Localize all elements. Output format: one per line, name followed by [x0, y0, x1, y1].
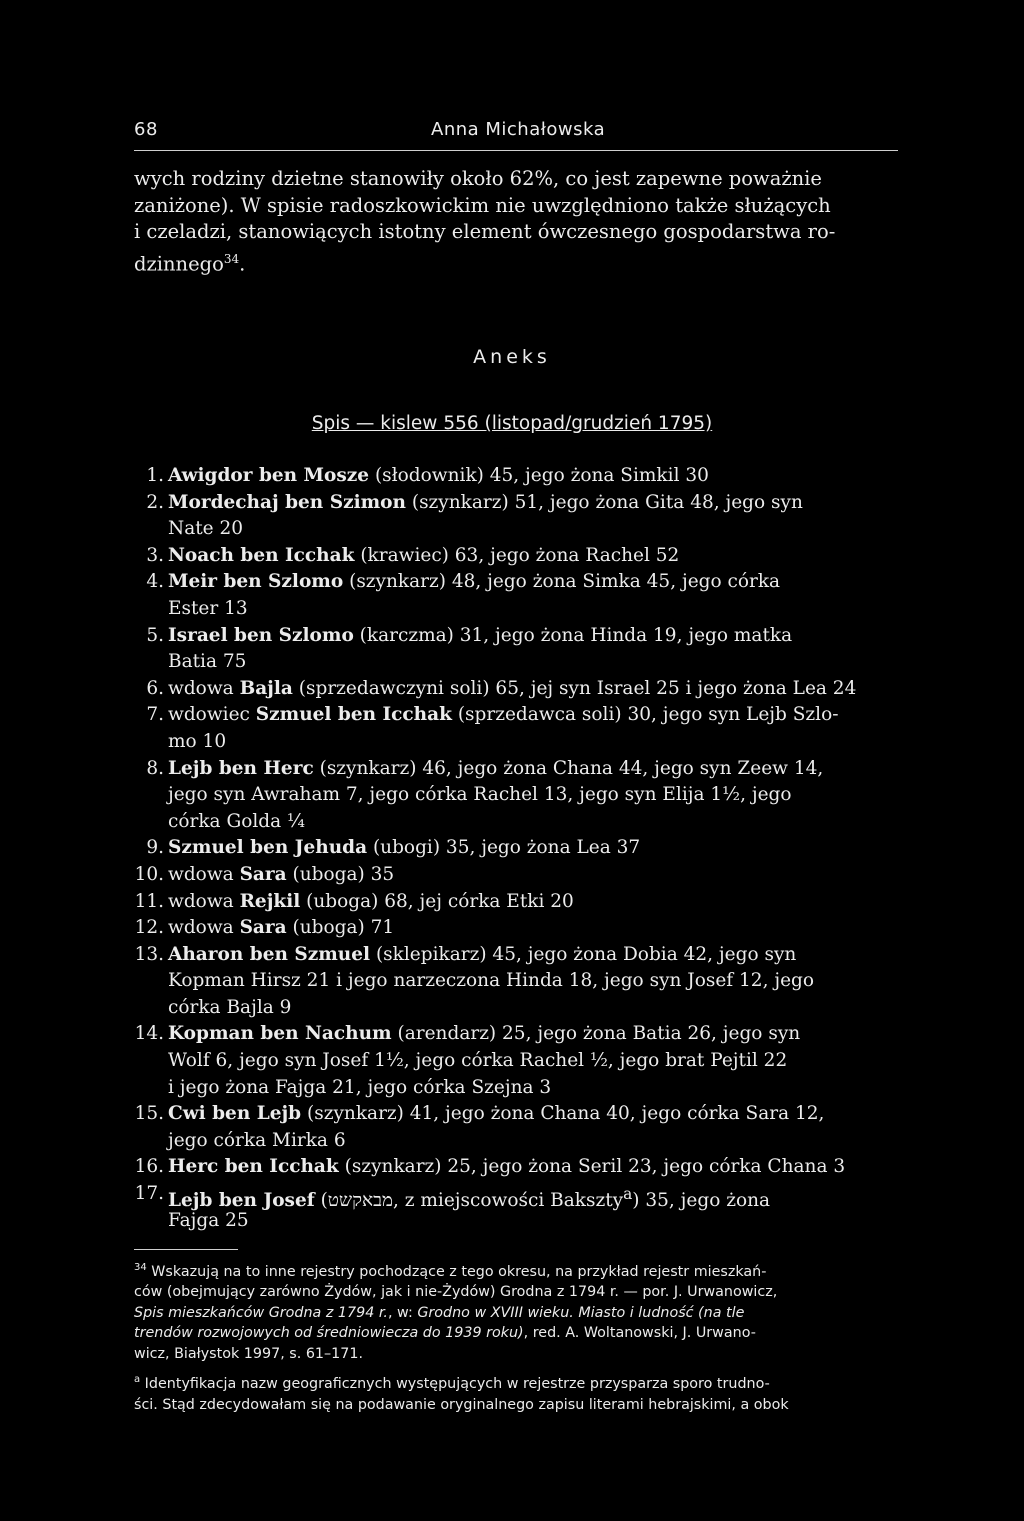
entry-line: [168, 569, 898, 596]
person-name: Lejb ben Herc: [168, 757, 314, 779]
footnote-text: , red. A. Woltanowski, J. Urwano-: [523, 1325, 756, 1342]
entry-text: [168, 889, 898, 916]
entry-details: Kopman Hirsz 21 i jego narzeczona Hinda 18, jego syn Josef 12, jego: [168, 970, 815, 992]
entry-details: córka Bajla 9: [168, 996, 292, 1018]
footnote-ref-34: 34: [223, 251, 240, 266]
entry-text: [168, 835, 898, 862]
person-name: Awigdor ben Mosze: [168, 465, 370, 486]
intro-line: i czeladzi, stanowiących istotny element ówczesnego gospodarstwa ro-: [134, 220, 836, 243]
entry-number: 16.: [134, 1156, 164, 1178]
entry-line: [168, 516, 898, 543]
running-header: [134, 119, 898, 143]
entry-details: (szynkarz) 46, jego żona Chana 44, jego syn Zeew 14,: [313, 757, 824, 779]
census-entry: [134, 942, 898, 1022]
entry-line: [168, 1208, 898, 1235]
entry-text: [168, 915, 898, 942]
annex-heading: Aneks: [473, 346, 551, 368]
footnote-rule: [134, 1249, 238, 1250]
person-name: Noach ben Icchak: [168, 544, 355, 566]
entry-details: (arendarz) 25, jego żona Batia 26, jego syn: [391, 1023, 801, 1045]
entry-line: [168, 1048, 898, 1075]
entry-details: (szynkarz) 41, jego żona Chana 40, jego córka Sara 12,: [301, 1103, 825, 1125]
entry-details: (szynkarz) 25, jego żona Seril 23, jego córka Chana 3: [338, 1156, 846, 1178]
entry-line: [168, 835, 898, 862]
census-entry: [134, 889, 898, 916]
person-name: Rejkil: [239, 890, 301, 912]
census-entry: [134, 862, 898, 889]
entry-prefix: wdowa: [168, 917, 240, 939]
entry-prefix: wdowiec: [168, 704, 256, 726]
intro-line: wych rodziny dzietne stanowiły około 62%, co jest zapewne poważnie: [134, 167, 822, 190]
footnote-marker: 34: [134, 1262, 147, 1273]
header-rule: [134, 150, 898, 151]
entry-number: 7.: [146, 704, 164, 726]
citation-book-title: Grodno w XVIII wieku. Miasto i ludność (na tle: [417, 1304, 745, 1321]
census-entry: [134, 756, 898, 836]
citation-title: Spis mieszkańców Grodna z 1794 r.: [134, 1304, 388, 1321]
entry-number: 13.: [134, 943, 164, 965]
entry-text: [168, 543, 898, 570]
census-entry: [134, 1021, 898, 1101]
entry-details: ) 35, jego żona: [632, 1190, 771, 1212]
page-number: 68: [134, 119, 158, 140]
entry-prefix: wdowa: [168, 677, 240, 699]
entry-number: 3.: [146, 544, 164, 566]
intro-line: zaniżone). W spisie radoszkowickim nie uwzględniono także służących: [134, 193, 831, 217]
footnote-line: [134, 1323, 898, 1344]
intro-period: .: [239, 252, 246, 275]
entry-line: [168, 596, 898, 623]
entry-details: jego syn Awraham 7, jego córka Rachel 13, jego syn Elija 1½, jego: [168, 784, 792, 806]
entry-prefix: wdowa: [168, 863, 240, 885]
entry-line: [168, 915, 898, 942]
entry-text: [168, 1021, 898, 1101]
entry-number: 1.: [146, 465, 164, 486]
entry-line: [168, 649, 898, 676]
entry-details: (uboga) 35: [286, 863, 395, 885]
person-name: Cwi ben Lejb: [168, 1103, 302, 1125]
footnote-line: [134, 1258, 898, 1282]
entry-line: [168, 729, 898, 756]
census-entry: [134, 1154, 898, 1181]
census-entry: [134, 463, 898, 490]
person-name: Mordechaj ben Szimon: [168, 491, 406, 513]
footnote-line: [134, 1370, 898, 1394]
footnote-34: [134, 1258, 898, 1364]
entry-details: (szynkarz) 48, jego żona Simka 45, jego córka: [343, 571, 781, 593]
entry-details: (karczma) 31, jego żona Hinda 19, jego matka: [353, 624, 793, 646]
census-entry: [134, 623, 898, 676]
entry-line: [168, 1181, 898, 1212]
entry-details: (מבאקשט, z miejscowości Bakszty: [314, 1190, 624, 1212]
census-entry: [134, 835, 898, 862]
person-name: Kopman ben Nachum: [168, 1023, 392, 1045]
entry-details: (słodownik) 45, jego żona Simkil 30: [369, 465, 709, 486]
census-list: [134, 463, 898, 1234]
entry-number: 8.: [146, 757, 164, 779]
entry-text: [168, 756, 898, 836]
entry-details: (szynkarz) 51, jego żona Gita 48, jego syn: [405, 491, 803, 513]
entry-number: 5.: [146, 624, 164, 646]
entry-prefix: wdowa: [168, 890, 240, 912]
entry-details: (sprzedawczyni soli) 65, jej syn Israel 25 i jego żona Lea 24: [292, 677, 857, 699]
entry-text: [168, 463, 898, 490]
entry-number: 4.: [146, 571, 164, 593]
entry-line: [168, 995, 898, 1022]
entry-details: (sprzedawca soli) 30, jego syn Lejb Szlo-: [451, 704, 839, 726]
person-name: Israel ben Szlomo: [168, 624, 354, 646]
person-name: Meir ben Szlomo: [168, 571, 344, 593]
person-name: Szmuel ben Icchak: [255, 704, 452, 726]
entry-text: [168, 1154, 898, 1181]
entry-text: [168, 702, 898, 755]
entry-number: 2.: [146, 491, 164, 513]
intro-line: [134, 246, 898, 278]
entry-line: [168, 782, 898, 809]
entry-text: [168, 942, 898, 1022]
entry-details: jego córka Mirka 6: [168, 1129, 346, 1151]
census-entry: [134, 1181, 898, 1234]
entry-details: (uboga) 68, jej córka Etki 20: [300, 890, 574, 912]
person-name: Bajla: [239, 677, 293, 699]
person-name: Sara: [239, 917, 287, 939]
entry-line: [168, 490, 898, 517]
footnote-line: [134, 1303, 898, 1324]
footnote-line: ców (obejmujący zarówno Żydów, jak i nie-Żydów) Grodna z 1794 r. — por. J. Urwanowicz,: [134, 1284, 778, 1301]
running-head-author: Anna Michałowska: [431, 119, 606, 140]
footnote-text: Wskazują na to inne rejestry pochodzące z tego okresu, na przykład rejestr mieszkań-: [146, 1263, 767, 1280]
entry-number: 17.: [134, 1183, 164, 1205]
census-subtitle: Spis — kislew 556 (listopad/grudzień 1795): [311, 413, 713, 434]
entry-line: [168, 942, 898, 969]
footnote-a: [134, 1370, 898, 1415]
entry-details: Nate 20: [168, 518, 244, 540]
entry-number: 15.: [134, 1103, 164, 1125]
entry-number: 6.: [146, 677, 164, 699]
entry-details: Fajga 25: [168, 1209, 249, 1231]
entry-details: Ester 13: [168, 597, 248, 619]
entry-number: 10.: [134, 863, 164, 885]
intro-last-text: dzinnego: [134, 252, 224, 275]
entry-line: [168, 1101, 898, 1128]
census-entry: [134, 1101, 898, 1154]
entry-text: [168, 569, 898, 622]
entry-line: [168, 543, 898, 570]
entry-line: [168, 1021, 898, 1048]
entry-details: mo 10: [168, 730, 227, 752]
entry-details: Batia 75: [168, 651, 247, 673]
entry-details: (krawiec) 63, jego żona Rachel 52: [354, 544, 680, 566]
entry-line: [168, 862, 898, 889]
citation-book-title: trendów rozwojowych od średniowiecza do 1939 roku): [134, 1325, 524, 1342]
entry-line: [168, 463, 898, 490]
entry-line: [168, 1154, 898, 1181]
entry-details: (ubogi) 35, jego żona Lea 37: [367, 837, 641, 859]
footnote-text: , w:: [387, 1304, 418, 1321]
entry-line: [168, 889, 898, 916]
person-name: Herc ben Icchak: [168, 1156, 339, 1178]
entry-line: [168, 676, 898, 703]
entry-text: [168, 490, 898, 543]
census-entry: [134, 569, 898, 622]
census-entry: [134, 543, 898, 570]
entry-number: 14.: [134, 1023, 164, 1045]
census-entry: [134, 915, 898, 942]
entry-line: [168, 623, 898, 650]
census-entry: [134, 676, 898, 703]
entry-details: córka Golda ¼: [168, 810, 305, 832]
census-entry: [134, 702, 898, 755]
entry-text: [168, 1101, 898, 1154]
entry-number: 11.: [134, 890, 164, 912]
intro-paragraph: [134, 166, 898, 278]
entry-text: [168, 676, 898, 703]
footnote-ref: a: [623, 1185, 633, 1204]
entry-line: [168, 1128, 898, 1155]
entry-line: [168, 968, 898, 995]
entry-text: [168, 623, 898, 676]
entry-number: 12.: [134, 917, 164, 939]
footnote-text: Identyfikacja nazw geograficznych występujących w rejestrze przysparza sporo trudno-: [140, 1376, 770, 1393]
census-entry: [134, 490, 898, 543]
entry-text: [168, 862, 898, 889]
person-name: Sara: [239, 863, 287, 885]
entry-line: [168, 809, 898, 836]
entry-text: [168, 1181, 898, 1234]
entry-line: [168, 1075, 898, 1102]
footnote-line: wicz, Białystok 1997, s. 61–171.: [134, 1345, 363, 1362]
footnote-marker: a: [134, 1374, 141, 1386]
footnotes: [134, 1258, 898, 1421]
entry-details: Wolf 6, jego syn Josef 1½, jego córka Rachel ½, jego brat Pejtil 22: [168, 1050, 788, 1072]
entry-number: 9.: [146, 837, 164, 859]
entry-line: [168, 756, 898, 783]
person-name: Szmuel ben Jehuda: [168, 837, 368, 859]
person-name: Aharon ben Szmuel: [168, 943, 371, 965]
entry-details: i jego żona Fajga 21, jego córka Szejna 3: [168, 1076, 552, 1098]
entry-line: [168, 702, 898, 729]
person-name: Lejb ben Josef: [168, 1190, 315, 1212]
footnote-line: ści. Stąd zdecydowałam się na podawanie oryginalnego zapisu literami hebrajskimi, a obok: [134, 1396, 789, 1413]
entry-details: (uboga) 71: [286, 917, 395, 939]
entry-details: (sklepikarz) 45, jego żona Dobia 42, jego syn: [370, 943, 797, 965]
